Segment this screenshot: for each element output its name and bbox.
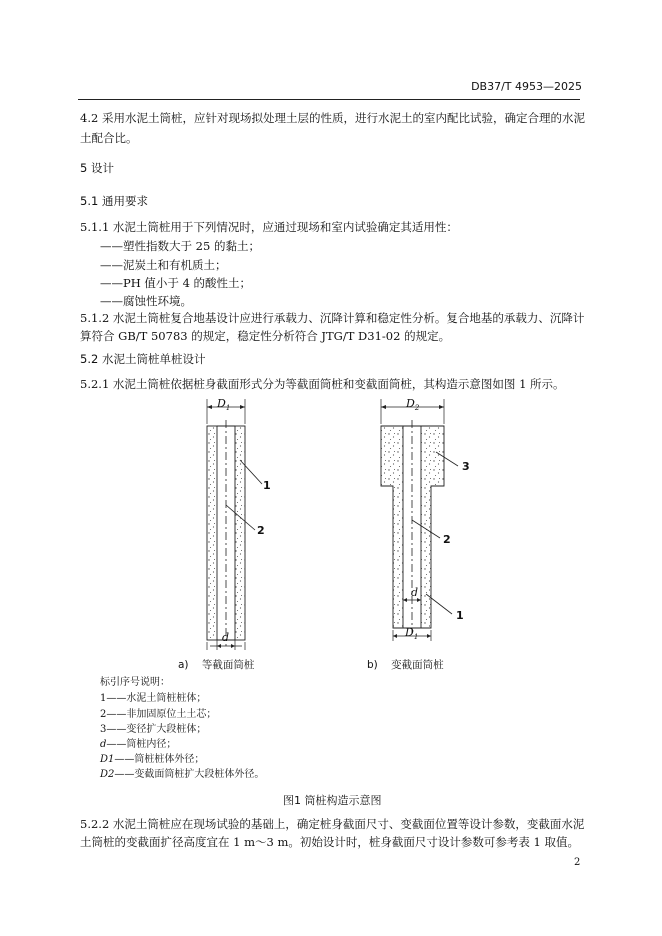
pile-wall-left (207, 426, 217, 640)
para-5-2-1-line1: 5.2.1 水泥土筒桩依据桩身截面形式分为等截面筒桩和变截面筒桩，其构造示意图如图 1 所示。 (80, 377, 565, 391)
para-5-2-2-line1: 5.2.2 水泥土筒桩应在现场试验的基础上，确定桩身截面尺寸、变截面位置等设计参数，变截面水泥 (80, 817, 585, 831)
callout-1: 1 (263, 479, 271, 492)
enlarged-pile-wall-left (381, 426, 403, 628)
legend-item: D2——变截面筒桩扩大段桩体外径。 (100, 769, 265, 780)
para-5-2-2-line2: 土筒桩的变截面扩径高度宜在 1 m～3 m。初始设计时，桩身截面尺寸设计参数可参考表 1 取值。 (80, 835, 580, 849)
heading-5: 5 设计 (80, 161, 114, 175)
legend-item: 1——水泥土筒桩桩体； (100, 693, 207, 704)
para-5-1-1-line1: 5.1.1 水泥土筒桩用于下列情况时，应通过现场和室内试验确定其适用性： (80, 220, 458, 234)
list-item: ——腐蚀性环境。 (100, 294, 192, 308)
legend-item: 3——变径扩大段桩体； (100, 724, 207, 735)
legend-item: 2——非加固原位土土芯； (100, 709, 217, 720)
dimension-label-D1: $D_1$ (217, 397, 231, 413)
dimension-label-D1: $D_1$ (405, 626, 419, 642)
pile-wall-right (235, 426, 245, 640)
subfigure-caption-b: b) 变截面筒桩 (367, 659, 444, 671)
subfigure-caption-a: a) 等截面筒桩 (178, 659, 255, 671)
list-item: ——泥炭土和有机质土； (100, 258, 227, 272)
para-4-2-line1: 4.2 采用水泥土筒桩，应针对现场拟处理土层的性质，进行水泥土的室内配比试验，确定合理的水泥 (80, 111, 585, 125)
dimension-label-D2: $D_2$ (406, 397, 420, 413)
page-number: 2 (574, 857, 581, 868)
para-4-2-line2: 土配合比。 (80, 131, 138, 145)
document-code: DB37/T 4953—2025 (471, 80, 582, 93)
para-5-1-2-line2: 算符合 GB/T 50783 的规定，稳定性分析符合 JTG/T D31-02 的规定。 (80, 329, 451, 343)
enlarged-pile-wall-right (421, 426, 444, 628)
legend-item: D1——筒桩桩体外径； (100, 754, 205, 765)
legend-title: 标引序号说明： (100, 677, 170, 688)
callout-1: 1 (456, 609, 464, 622)
variable-section-pile (381, 399, 458, 641)
callout-3: 3 (462, 460, 470, 473)
heading-5-1: 5.1 通用要求 (80, 194, 148, 208)
list-item: ——塑性指数大于 25 的黏土； (100, 239, 260, 253)
callout-2: 2 (443, 533, 451, 546)
heading-5-2: 5.2 水泥土筒桩单桩设计 (80, 352, 206, 366)
list-item: ——PH 值小于 4 的酸性土； (100, 276, 252, 290)
legend-item: d——筒桩内径； (100, 739, 177, 750)
dimension-label-d: d (222, 631, 230, 644)
figure-title: 图1 筒桩构造示意图 (283, 794, 382, 807)
uniform-section-pile (207, 399, 262, 650)
para-5-1-2-line1: 5.1.2 水泥土筒桩复合地基设计应进行承载力、沉降计算和稳定性分析。复合地基的承载力、沉降计 (80, 311, 585, 325)
dimension-label-d: d (411, 586, 419, 599)
callout-2: 2 (257, 524, 265, 537)
